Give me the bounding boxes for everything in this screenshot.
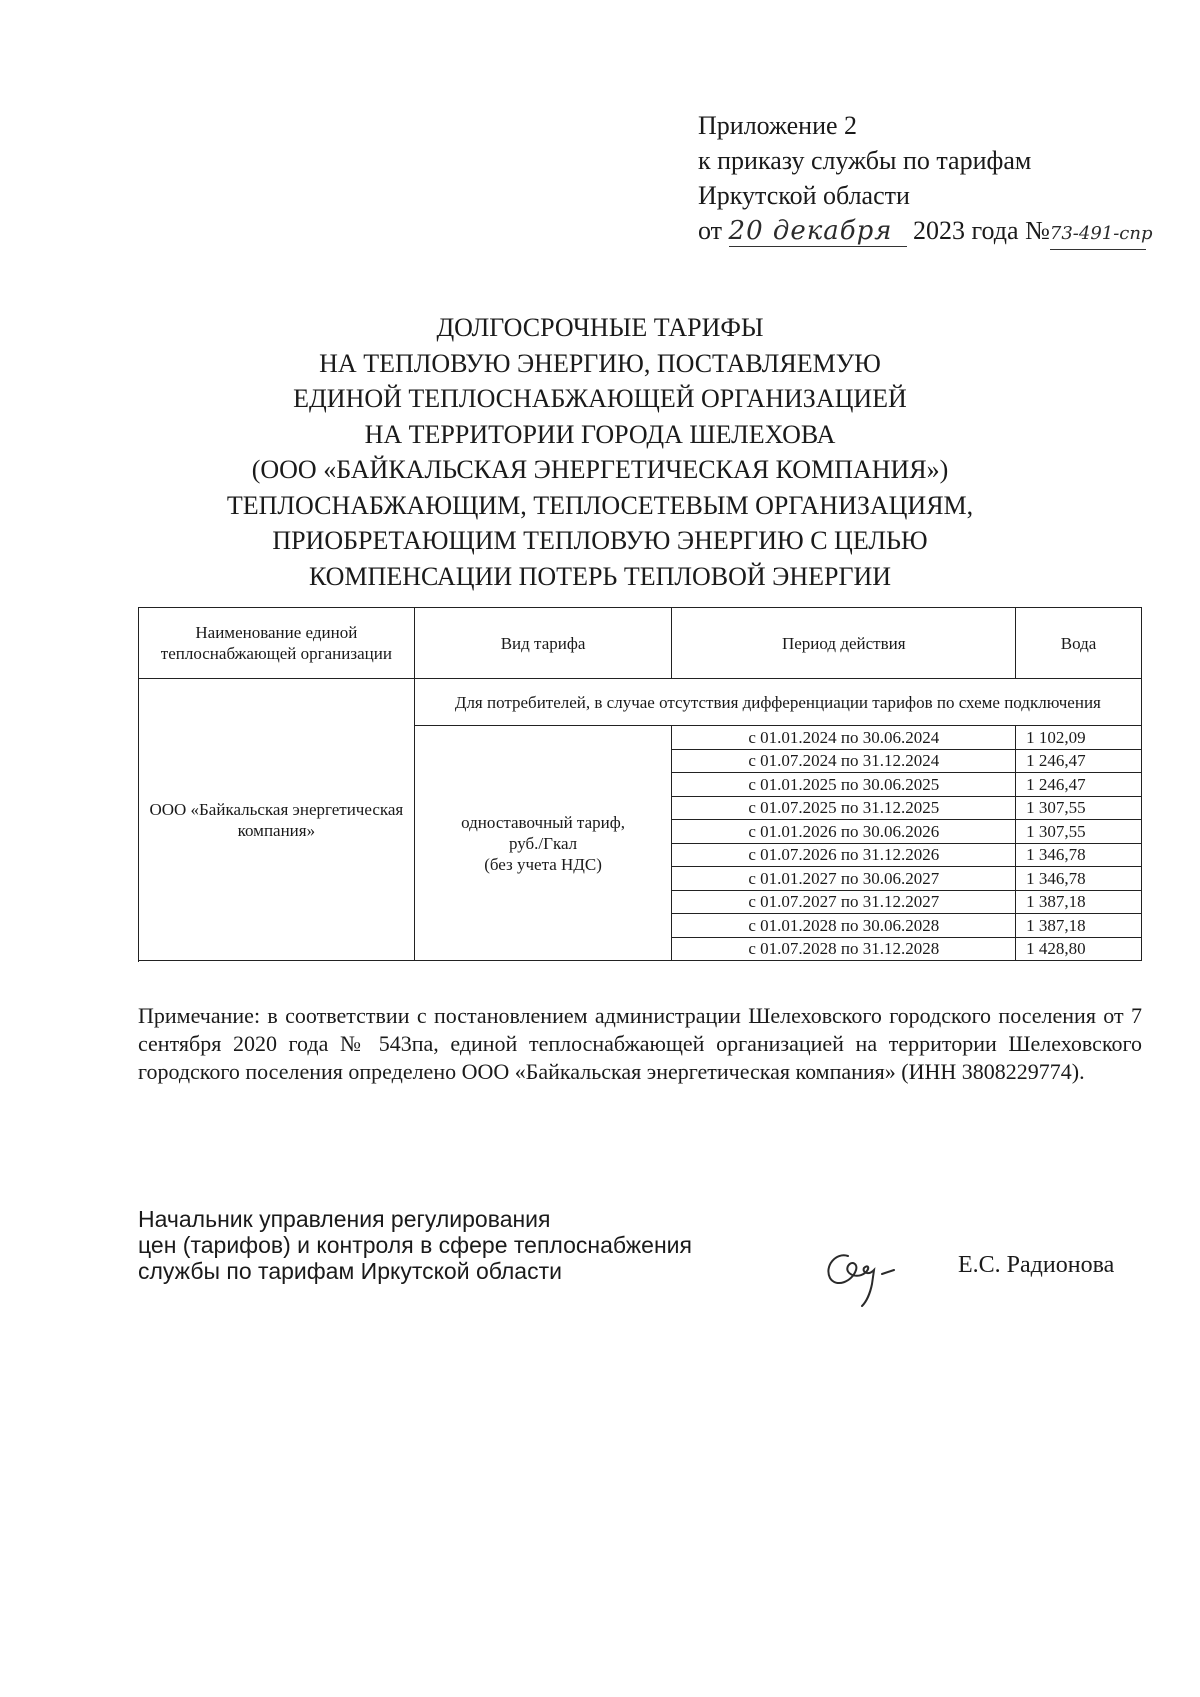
period-cell: с 01.01.2025 по 30.06.2025 bbox=[672, 773, 1016, 797]
org-name-cell: ООО «Байкальская энергетическая компания» bbox=[139, 679, 415, 961]
title-line: КОМПЕНСАЦИИ ПОТЕРЬ ТЕПЛОВОЙ ЭНЕРГИИ bbox=[308, 561, 892, 591]
value-cell: 1 102,09 bbox=[1016, 726, 1142, 750]
title-line: ДОЛГОСРОЧНЫЕ ТАРИФЫ bbox=[436, 313, 764, 342]
value-cell: 1 246,47 bbox=[1016, 773, 1142, 797]
signatory-position bbox=[138, 1206, 778, 1284]
tariff-type-line: (без учета НДС) bbox=[484, 854, 602, 874]
year-text: 2023 года № bbox=[913, 216, 1050, 245]
note-paragraph: Примечание: в соответствии с постановлением администрации Шелеховского городского поселения от 7 сентября 2020 года № 543па, единой теплоснабжающей организацией на территории Шелеховского городского поселения определено ООО «Байкальская энергетическая компания» (ИНН 3808229774). bbox=[138, 1003, 1142, 1084]
consumer-note-row bbox=[139, 679, 1142, 726]
period-cell: с 01.07.2028 по 31.12.2028 bbox=[672, 937, 1016, 961]
value-cell: 1 307,55 bbox=[1016, 820, 1142, 844]
title-line: ТЕПЛОСНАБЖАЮЩИМ, ТЕПЛОСЕТЕВЫМ ОРГАНИЗАЦИЯМ, bbox=[226, 490, 974, 520]
appendix-block bbox=[698, 108, 1178, 250]
handwritten-signature bbox=[818, 1238, 908, 1308]
period-cell: с 01.07.2027 по 31.12.2027 bbox=[672, 890, 1016, 914]
period-cell: с 01.01.2026 по 30.06.2026 bbox=[672, 820, 1016, 844]
value-cell: 1 387,18 bbox=[1016, 890, 1142, 914]
consumer-note-cell: Для потребителей, в случае отсутствия дифференциации тарифов по схеме подключения bbox=[414, 679, 1141, 726]
period-cell: с 01.07.2026 по 31.12.2026 bbox=[672, 843, 1016, 867]
header-org: Наименование единой теплоснабжающей организации bbox=[139, 608, 415, 679]
appendix-line-1: Приложение 2 bbox=[698, 111, 858, 140]
appendix-line-3: Иркутской области bbox=[698, 181, 910, 210]
document-title bbox=[150, 310, 1050, 594]
header-tariff-type: Вид тарифа bbox=[414, 608, 672, 679]
title-line: НА ТЕПЛОВУЮ ЭНЕРГИЮ, ПОСТАВЛЯЕМУЮ bbox=[319, 348, 881, 378]
header-period: Период действия bbox=[672, 608, 1016, 679]
value-cell: 1 346,78 bbox=[1016, 867, 1142, 891]
period-cell: с 01.01.2024 по 30.06.2024 bbox=[672, 726, 1016, 750]
value-cell: 1 428,80 bbox=[1016, 937, 1142, 961]
title-line: (ООО «БАЙКАЛЬСКАЯ ЭНЕРГЕТИЧЕСКАЯ КОМПАНИЯ») bbox=[251, 455, 949, 484]
header-water: Вода bbox=[1016, 608, 1142, 679]
signatory-name: Е.С. Радионова bbox=[958, 1252, 1115, 1278]
period-cell: с 01.07.2025 по 31.12.2025 bbox=[672, 796, 1016, 820]
title-line: ПРИОБРЕТАЮЩИМ ТЕПЛОВУЮ ЭНЕРГИЮ С ЦЕЛЬЮ bbox=[272, 526, 928, 555]
value-cell: 1 246,47 bbox=[1016, 749, 1142, 773]
handwritten-order-number: 73-491-спр bbox=[1050, 219, 1146, 250]
position-line: службы по тарифам Иркутской области bbox=[138, 1258, 562, 1284]
value-cell: 1 387,18 bbox=[1016, 914, 1142, 938]
handwritten-date: 20 декабря bbox=[729, 216, 907, 247]
table-header-row bbox=[139, 608, 1142, 679]
tariff-type-line: одноставочный тариф, bbox=[461, 812, 625, 832]
tariff-type-cell bbox=[414, 726, 672, 961]
title-line: НА ТЕРРИТОРИИ ГОРОДА ШЕЛЕХОВА bbox=[364, 419, 836, 449]
appendix-date-line bbox=[698, 213, 1178, 250]
date-prefix: от bbox=[698, 216, 723, 245]
appendix-line-2: к приказу службы по тарифам bbox=[698, 146, 1032, 175]
value-cell: 1 346,78 bbox=[1016, 843, 1142, 867]
title-line: ЕДИНОЙ ТЕПЛОСНАБЖАЮЩЕЙ ОРГАНИЗАЦИЕЙ bbox=[293, 384, 907, 413]
tariff-table bbox=[138, 607, 1142, 961]
period-cell: с 01.01.2028 по 30.06.2028 bbox=[672, 914, 1016, 938]
value-cell: 1 307,55 bbox=[1016, 796, 1142, 820]
period-cell: с 01.01.2027 по 30.06.2027 bbox=[672, 867, 1016, 891]
position-line: Начальник управления регулирования bbox=[138, 1206, 551, 1232]
tariff-type-line: руб./Гкал bbox=[508, 833, 578, 853]
period-cell: с 01.07.2024 по 31.12.2024 bbox=[672, 749, 1016, 773]
position-line: цен (тарифов) и контроля в сфере теплоснабжения bbox=[138, 1232, 692, 1258]
